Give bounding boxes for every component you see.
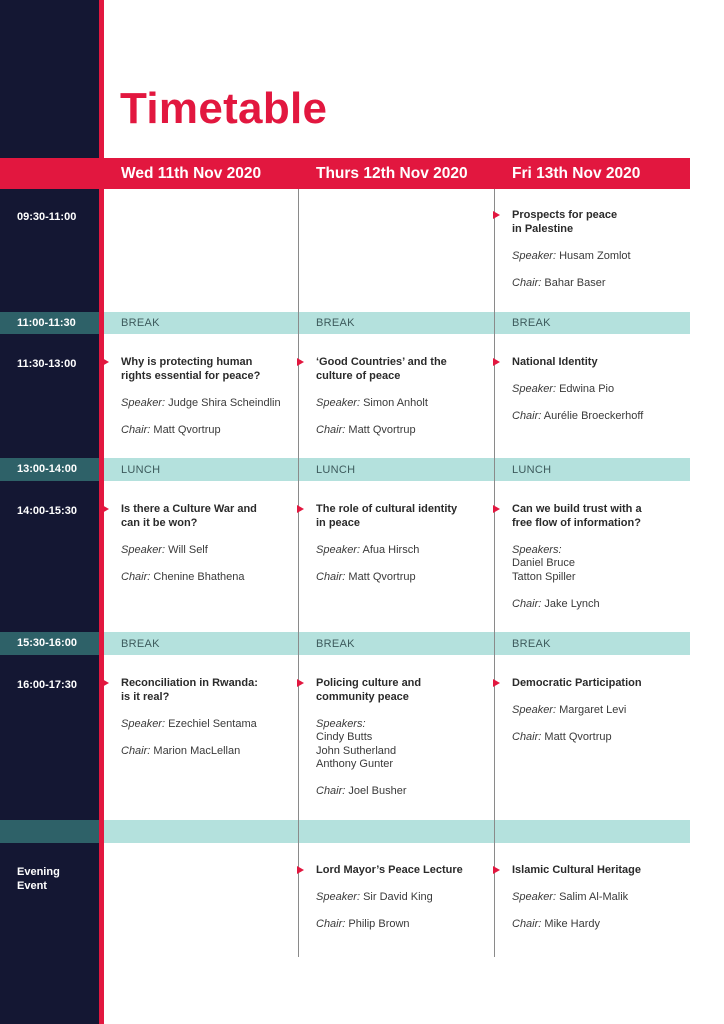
speaker-role: Speaker:: [512, 704, 557, 716]
session-title: The role of cultural identity in peace: [316, 503, 458, 529]
speaker-role: Speaker:: [121, 396, 166, 409]
chair-name: Matt Qvortrup: [150, 423, 221, 436]
break-row-1100: [104, 312, 690, 334]
time-cell-1530: 15:30-16:00: [0, 632, 99, 655]
session-chair: [121, 571, 301, 585]
speaker-names: Daniel Bruce Tatton Spiller: [512, 557, 576, 583]
session-chair: [316, 785, 496, 799]
speaker-role: Speaker:: [121, 543, 166, 556]
break-label-wed-1100: BREAK: [121, 317, 160, 329]
break-label-fri-1530: BREAK: [512, 638, 551, 650]
bullet-arrow-icon: [493, 505, 500, 513]
session-chair: [121, 424, 301, 438]
speaker-name: Judge Shira Scheindlin: [165, 396, 281, 409]
bullet-arrow-icon: [493, 866, 500, 874]
bullet-arrow-icon: [297, 866, 304, 874]
speaker-role: Speaker:: [316, 891, 361, 903]
chair-name: Philip Brown: [345, 918, 410, 930]
chair-role: Chair:: [512, 410, 542, 422]
time-label-0930: 09:30-11:00: [17, 211, 77, 223]
lunch-label-fri: LUNCH: [512, 464, 552, 476]
chair-name: Chenine Bhathena: [150, 570, 245, 583]
time-cell-1300: 13:00-14:00: [0, 458, 99, 481]
session-speaker: [512, 704, 692, 718]
session-thu-1400: [316, 503, 496, 584]
speaker-name: Will Self: [165, 543, 208, 556]
session-speaker: [512, 250, 692, 264]
chair-name: Marion MacLellan: [150, 744, 241, 757]
session-speaker: [316, 397, 496, 411]
session-speaker: [512, 891, 692, 905]
lunch-label-thu: LUNCH: [316, 464, 356, 476]
session-title: National Identity: [512, 356, 598, 368]
time-label-1600: 16:00-17:30: [17, 679, 77, 691]
session-chair: [512, 277, 692, 291]
bullet-arrow-icon: [102, 358, 109, 366]
day-header-wed: Wed 11th Nov 2020: [121, 165, 262, 182]
session-fri-1400: [512, 503, 692, 611]
chair-role: Chair:: [121, 570, 151, 583]
speaker-role: Speaker:: [121, 717, 166, 730]
session-fri-1600: [512, 677, 692, 745]
speaker-name: Margaret Levi: [556, 704, 627, 716]
session-thu-evening: [316, 864, 496, 932]
session-chair: [512, 731, 692, 745]
day-header-thu: Thurs 12th Nov 2020: [316, 165, 468, 182]
speaker-name: Salim Al-Malik: [556, 891, 629, 903]
session-chair: [316, 424, 496, 438]
chair-name: Aurélie Broeckerhoff: [541, 410, 644, 422]
session-fri-0930: [512, 209, 692, 290]
time-label-1400: 14:00-15:30: [17, 505, 77, 517]
session-thu-1130: [316, 356, 496, 437]
chair-name: Matt Qvortrup: [345, 423, 416, 436]
chair-name: Jake Lynch: [541, 597, 600, 610]
speaker-name: Sir David King: [360, 891, 433, 903]
session-chair: [512, 598, 692, 612]
session-wed-1130: [121, 356, 301, 437]
chair-name: Matt Qvortrup: [541, 731, 612, 743]
break-label-thu-1530: BREAK: [316, 638, 355, 650]
session-title: Can we build trust with a free flow of information?: [512, 503, 642, 529]
session-speaker: [121, 718, 301, 732]
session-chair: [512, 410, 692, 424]
session-speaker: [316, 544, 496, 558]
bullet-arrow-icon: [297, 679, 304, 687]
speaker-role: Speaker:: [316, 543, 361, 556]
break-label-thu-1100: BREAK: [316, 317, 355, 329]
lunch-row-1300: [104, 458, 690, 481]
empty-time-cell: [0, 820, 99, 843]
session-wed-1400: [121, 503, 301, 584]
session-speaker: [316, 891, 496, 905]
session-speaker: [121, 397, 301, 411]
empty-band-row: [104, 820, 690, 843]
chair-role: Chair:: [512, 276, 542, 289]
chair-name: Mike Hardy: [541, 918, 601, 930]
session-thu-1600: [316, 677, 496, 799]
time-label-1130: 11:30-13:00: [17, 358, 77, 370]
session-title: Is there a Culture War and can it be won?: [121, 503, 257, 529]
session-speakers: [316, 718, 496, 772]
chair-role: Chair:: [512, 918, 542, 930]
break-row-1530: [104, 632, 690, 655]
speaker-name: Husam Zomlot: [556, 249, 631, 262]
bullet-arrow-icon: [297, 505, 304, 513]
session-speakers: [512, 544, 692, 585]
session-title: Lord Mayor’s Peace Lecture: [316, 864, 463, 876]
chair-role: Chair:: [512, 597, 542, 610]
chair-name: Matt Qvortrup: [345, 570, 416, 583]
bullet-arrow-icon: [297, 358, 304, 366]
time-cell-1100: 11:00-11:30: [0, 312, 99, 334]
chair-name: Bahar Baser: [541, 276, 606, 289]
bullet-arrow-icon: [493, 211, 500, 219]
session-speaker: [121, 544, 301, 558]
lunch-label-wed: LUNCH: [121, 464, 161, 476]
speaker-role: Speaker:: [316, 396, 361, 409]
session-chair: [512, 918, 692, 932]
chair-role: Chair:: [316, 918, 346, 930]
speaker-names: Cindy Butts John Sutherland Anthony Gunter: [316, 731, 397, 770]
speaker-name: Ezechiel Sentama: [165, 717, 257, 730]
speaker-role: Speaker:: [512, 891, 557, 903]
speakers-role: Speakers:: [316, 717, 366, 730]
session-title: Reconciliation in Rwanda: is it real?: [121, 677, 258, 703]
time-label-evening: Evening Event: [17, 866, 60, 892]
speaker-name: Simon Anholt: [360, 396, 428, 409]
session-title: Islamic Cultural Heritage: [512, 864, 641, 876]
speaker-name: Afua Hirsch: [360, 543, 420, 556]
speaker-name: Edwina Pio: [556, 383, 615, 395]
session-title: ‘Good Countries’ and the culture of peace: [316, 356, 447, 382]
session-speaker: [512, 383, 692, 397]
day-header-fri: Fri 13th Nov 2020: [512, 165, 641, 182]
break-label-wed-1530: BREAK: [121, 638, 160, 650]
chair-name: Joel Busher: [345, 785, 407, 797]
chair-role: Chair:: [121, 744, 151, 757]
session-fri-evening: [512, 864, 692, 932]
chair-role: Chair:: [512, 731, 542, 743]
chair-role: Chair:: [121, 423, 151, 436]
bullet-arrow-icon: [493, 679, 500, 687]
chair-role: Chair:: [316, 423, 346, 436]
session-wed-1600: [121, 677, 301, 758]
bullet-arrow-icon: [102, 505, 109, 513]
session-chair: [316, 571, 496, 585]
bullet-arrow-icon: [102, 679, 109, 687]
speakers-role: Speakers:: [512, 543, 562, 556]
session-title: Prospects for peace in Palestine: [512, 209, 618, 235]
speaker-role: Speaker:: [512, 249, 557, 262]
chair-role: Chair:: [316, 570, 346, 583]
session-title: Why is protecting human rights essential for peace?: [121, 356, 261, 382]
page-title: Timetable: [120, 84, 328, 133]
session-chair: [121, 745, 301, 759]
session-title: Democratic Participation: [512, 677, 642, 689]
session-title: Policing culture and community peace: [316, 677, 422, 703]
session-fri-1130: [512, 356, 692, 424]
bullet-arrow-icon: [493, 358, 500, 366]
session-chair: [316, 918, 496, 932]
speaker-role: Speaker:: [512, 383, 557, 395]
chair-role: Chair:: [316, 785, 346, 797]
break-label-fri-1100: BREAK: [512, 317, 551, 329]
